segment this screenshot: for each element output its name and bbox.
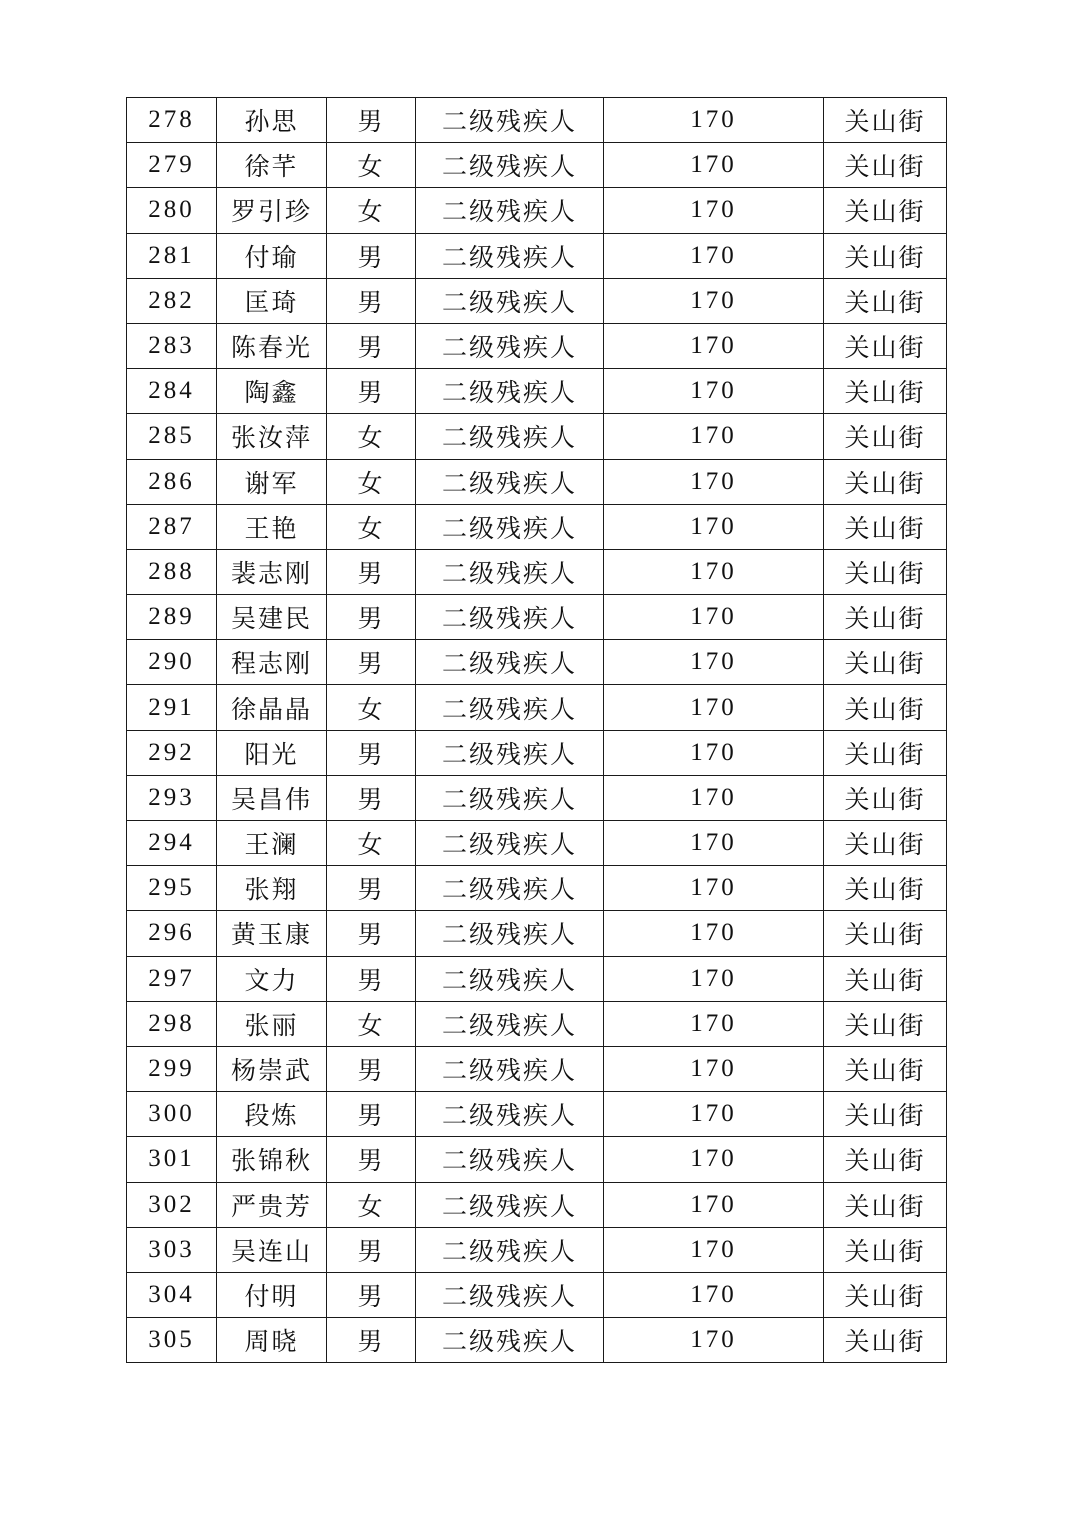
street-cell: 关山街 (824, 369, 947, 414)
disability-level-cell: 二级残疾人 (416, 775, 604, 820)
name-cell: 徐晶晶 (217, 685, 327, 730)
name-cell: 裴志刚 (217, 549, 327, 594)
table-row (127, 549, 947, 594)
name-cell: 黄玉康 (217, 911, 327, 956)
gender-cell: 男 (327, 323, 416, 368)
street-cell: 关山街 (824, 775, 947, 820)
street-cell: 关山街 (824, 233, 947, 278)
name-cell: 张翔 (217, 866, 327, 911)
disability-level-cell: 二级残疾人 (416, 730, 604, 775)
name-cell: 阳光 (217, 730, 327, 775)
amount-cell: 170 (604, 640, 824, 685)
gender-cell: 男 (327, 1137, 416, 1182)
table-row (127, 1001, 947, 1046)
serial-number-cell: 289 (127, 595, 217, 640)
disability-level-cell: 二级残疾人 (416, 595, 604, 640)
serial-number-cell: 302 (127, 1182, 217, 1227)
disability-level-cell: 二级残疾人 (416, 98, 604, 143)
amount-cell: 170 (604, 1001, 824, 1046)
serial-number-cell: 299 (127, 1046, 217, 1091)
serial-number-cell: 284 (127, 369, 217, 414)
street-cell: 关山街 (824, 911, 947, 956)
name-cell: 谢军 (217, 459, 327, 504)
serial-number-cell: 290 (127, 640, 217, 685)
amount-cell: 170 (604, 821, 824, 866)
roster-table (126, 97, 947, 1363)
street-cell: 关山街 (824, 549, 947, 594)
name-cell: 付明 (217, 1272, 327, 1317)
name-cell: 王艳 (217, 504, 327, 549)
amount-cell: 170 (604, 595, 824, 640)
name-cell: 杨崇武 (217, 1046, 327, 1091)
street-cell: 关山街 (824, 1227, 947, 1272)
serial-number-cell: 283 (127, 323, 217, 368)
disability-level-cell: 二级残疾人 (416, 1137, 604, 1182)
disability-level-cell: 二级残疾人 (416, 956, 604, 1001)
street-cell: 关山街 (824, 1001, 947, 1046)
serial-number-cell: 294 (127, 821, 217, 866)
serial-number-cell: 300 (127, 1092, 217, 1137)
gender-cell: 女 (327, 504, 416, 549)
street-cell: 关山街 (824, 1092, 947, 1137)
amount-cell: 170 (604, 685, 824, 730)
table-row (127, 1046, 947, 1091)
table-row (127, 459, 947, 504)
gender-cell: 男 (327, 1092, 416, 1137)
table-row (127, 1092, 947, 1137)
disability-level-cell: 二级残疾人 (416, 911, 604, 956)
table-row (127, 98, 947, 143)
table-row (127, 1318, 947, 1363)
amount-cell: 170 (604, 143, 824, 188)
serial-number-cell: 303 (127, 1227, 217, 1272)
disability-level-cell: 二级残疾人 (416, 685, 604, 730)
table-row (127, 233, 947, 278)
gender-cell: 女 (327, 143, 416, 188)
gender-cell: 男 (327, 1272, 416, 1317)
gender-cell: 男 (327, 640, 416, 685)
street-cell: 关山街 (824, 821, 947, 866)
table-row (127, 278, 947, 323)
serial-number-cell: 305 (127, 1318, 217, 1363)
table-row (127, 1227, 947, 1272)
street-cell: 关山街 (824, 1318, 947, 1363)
roster-table-body (127, 98, 947, 1363)
name-cell: 张丽 (217, 1001, 327, 1046)
disability-level-cell: 二级残疾人 (416, 504, 604, 549)
gender-cell: 男 (327, 1318, 416, 1363)
disability-level-cell: 二级残疾人 (416, 866, 604, 911)
gender-cell: 男 (327, 98, 416, 143)
amount-cell: 170 (604, 323, 824, 368)
gender-cell: 女 (327, 685, 416, 730)
amount-cell: 170 (604, 1272, 824, 1317)
amount-cell: 170 (604, 98, 824, 143)
disability-level-cell: 二级残疾人 (416, 459, 604, 504)
disability-level-cell: 二级残疾人 (416, 233, 604, 278)
table-row (127, 956, 947, 1001)
disability-level-cell: 二级残疾人 (416, 1001, 604, 1046)
street-cell: 关山街 (824, 1182, 947, 1227)
table-row (127, 414, 947, 459)
name-cell: 段炼 (217, 1092, 327, 1137)
table-row (127, 685, 947, 730)
street-cell: 关山街 (824, 1046, 947, 1091)
serial-number-cell: 291 (127, 685, 217, 730)
serial-number-cell: 296 (127, 911, 217, 956)
street-cell: 关山街 (824, 1272, 947, 1317)
disability-level-cell: 二级残疾人 (416, 1227, 604, 1272)
gender-cell: 女 (327, 459, 416, 504)
table-row (127, 775, 947, 820)
serial-number-cell: 286 (127, 459, 217, 504)
amount-cell: 170 (604, 1137, 824, 1182)
amount-cell: 170 (604, 775, 824, 820)
serial-number-cell: 287 (127, 504, 217, 549)
name-cell: 程志刚 (217, 640, 327, 685)
street-cell: 关山街 (824, 595, 947, 640)
gender-cell: 女 (327, 414, 416, 459)
name-cell: 孙思 (217, 98, 327, 143)
table-row (127, 1137, 947, 1182)
disability-level-cell: 二级残疾人 (416, 1318, 604, 1363)
amount-cell: 170 (604, 911, 824, 956)
disability-level-cell: 二级残疾人 (416, 1272, 604, 1317)
gender-cell: 女 (327, 188, 416, 233)
gender-cell: 男 (327, 595, 416, 640)
street-cell: 关山街 (824, 323, 947, 368)
street-cell: 关山街 (824, 730, 947, 775)
disability-level-cell: 二级残疾人 (416, 1092, 604, 1137)
name-cell: 匡琦 (217, 278, 327, 323)
street-cell: 关山街 (824, 1137, 947, 1182)
table-row (127, 821, 947, 866)
name-cell: 付瑜 (217, 233, 327, 278)
serial-number-cell: 282 (127, 278, 217, 323)
disability-level-cell: 二级残疾人 (416, 414, 604, 459)
disability-level-cell: 二级残疾人 (416, 549, 604, 594)
disability-level-cell: 二级残疾人 (416, 278, 604, 323)
amount-cell: 170 (604, 233, 824, 278)
table-row (127, 595, 947, 640)
amount-cell: 170 (604, 1092, 824, 1137)
street-cell: 关山街 (824, 188, 947, 233)
gender-cell: 女 (327, 1001, 416, 1046)
gender-cell: 男 (327, 233, 416, 278)
street-cell: 关山街 (824, 504, 947, 549)
serial-number-cell: 288 (127, 549, 217, 594)
gender-cell: 男 (327, 549, 416, 594)
disability-level-cell: 二级残疾人 (416, 188, 604, 233)
gender-cell: 男 (327, 1227, 416, 1272)
gender-cell: 男 (327, 866, 416, 911)
gender-cell: 女 (327, 1182, 416, 1227)
table-row (127, 866, 947, 911)
gender-cell: 男 (327, 775, 416, 820)
name-cell: 罗引珍 (217, 188, 327, 233)
serial-number-cell: 295 (127, 866, 217, 911)
amount-cell: 170 (604, 956, 824, 1001)
table-row (127, 188, 947, 233)
amount-cell: 170 (604, 504, 824, 549)
gender-cell: 男 (327, 956, 416, 1001)
disability-level-cell: 二级残疾人 (416, 640, 604, 685)
name-cell: 吴建民 (217, 595, 327, 640)
amount-cell: 170 (604, 369, 824, 414)
amount-cell: 170 (604, 549, 824, 594)
serial-number-cell: 292 (127, 730, 217, 775)
street-cell: 关山街 (824, 143, 947, 188)
name-cell: 周晓 (217, 1318, 327, 1363)
table-row (127, 323, 947, 368)
disability-level-cell: 二级残疾人 (416, 1046, 604, 1091)
street-cell: 关山街 (824, 866, 947, 911)
street-cell: 关山街 (824, 640, 947, 685)
table-row (127, 730, 947, 775)
amount-cell: 170 (604, 1227, 824, 1272)
amount-cell: 170 (604, 1046, 824, 1091)
gender-cell: 男 (327, 911, 416, 956)
street-cell: 关山街 (824, 414, 947, 459)
serial-number-cell: 285 (127, 414, 217, 459)
serial-number-cell: 280 (127, 188, 217, 233)
serial-number-cell: 278 (127, 98, 217, 143)
table-row (127, 640, 947, 685)
street-cell: 关山街 (824, 278, 947, 323)
table-row (127, 1272, 947, 1317)
table-row (127, 911, 947, 956)
amount-cell: 170 (604, 414, 824, 459)
name-cell: 陶鑫 (217, 369, 327, 414)
name-cell: 吴昌伟 (217, 775, 327, 820)
street-cell: 关山街 (824, 956, 947, 1001)
street-cell: 关山街 (824, 98, 947, 143)
disability-level-cell: 二级残疾人 (416, 821, 604, 866)
name-cell: 张汝萍 (217, 414, 327, 459)
name-cell: 徐芊 (217, 143, 327, 188)
serial-number-cell: 298 (127, 1001, 217, 1046)
name-cell: 王澜 (217, 821, 327, 866)
amount-cell: 170 (604, 278, 824, 323)
disability-level-cell: 二级残疾人 (416, 143, 604, 188)
street-cell: 关山街 (824, 685, 947, 730)
amount-cell: 170 (604, 188, 824, 233)
amount-cell: 170 (604, 459, 824, 504)
name-cell: 文力 (217, 956, 327, 1001)
name-cell: 吴连山 (217, 1227, 327, 1272)
serial-number-cell: 304 (127, 1272, 217, 1317)
disability-level-cell: 二级残疾人 (416, 323, 604, 368)
amount-cell: 170 (604, 730, 824, 775)
gender-cell: 男 (327, 278, 416, 323)
serial-number-cell: 301 (127, 1137, 217, 1182)
serial-number-cell: 293 (127, 775, 217, 820)
serial-number-cell: 297 (127, 956, 217, 1001)
disability-level-cell: 二级残疾人 (416, 369, 604, 414)
street-cell: 关山街 (824, 459, 947, 504)
table-row (127, 143, 947, 188)
gender-cell: 男 (327, 1046, 416, 1091)
gender-cell: 男 (327, 369, 416, 414)
disability-level-cell: 二级残疾人 (416, 1182, 604, 1227)
serial-number-cell: 279 (127, 143, 217, 188)
name-cell: 陈春光 (217, 323, 327, 368)
table-row (127, 1182, 947, 1227)
serial-number-cell: 281 (127, 233, 217, 278)
name-cell: 张锦秋 (217, 1137, 327, 1182)
amount-cell: 170 (604, 1182, 824, 1227)
gender-cell: 男 (327, 730, 416, 775)
name-cell: 严贵芳 (217, 1182, 327, 1227)
amount-cell: 170 (604, 866, 824, 911)
amount-cell: 170 (604, 1318, 824, 1363)
table-row (127, 504, 947, 549)
gender-cell: 女 (327, 821, 416, 866)
table-row (127, 369, 947, 414)
